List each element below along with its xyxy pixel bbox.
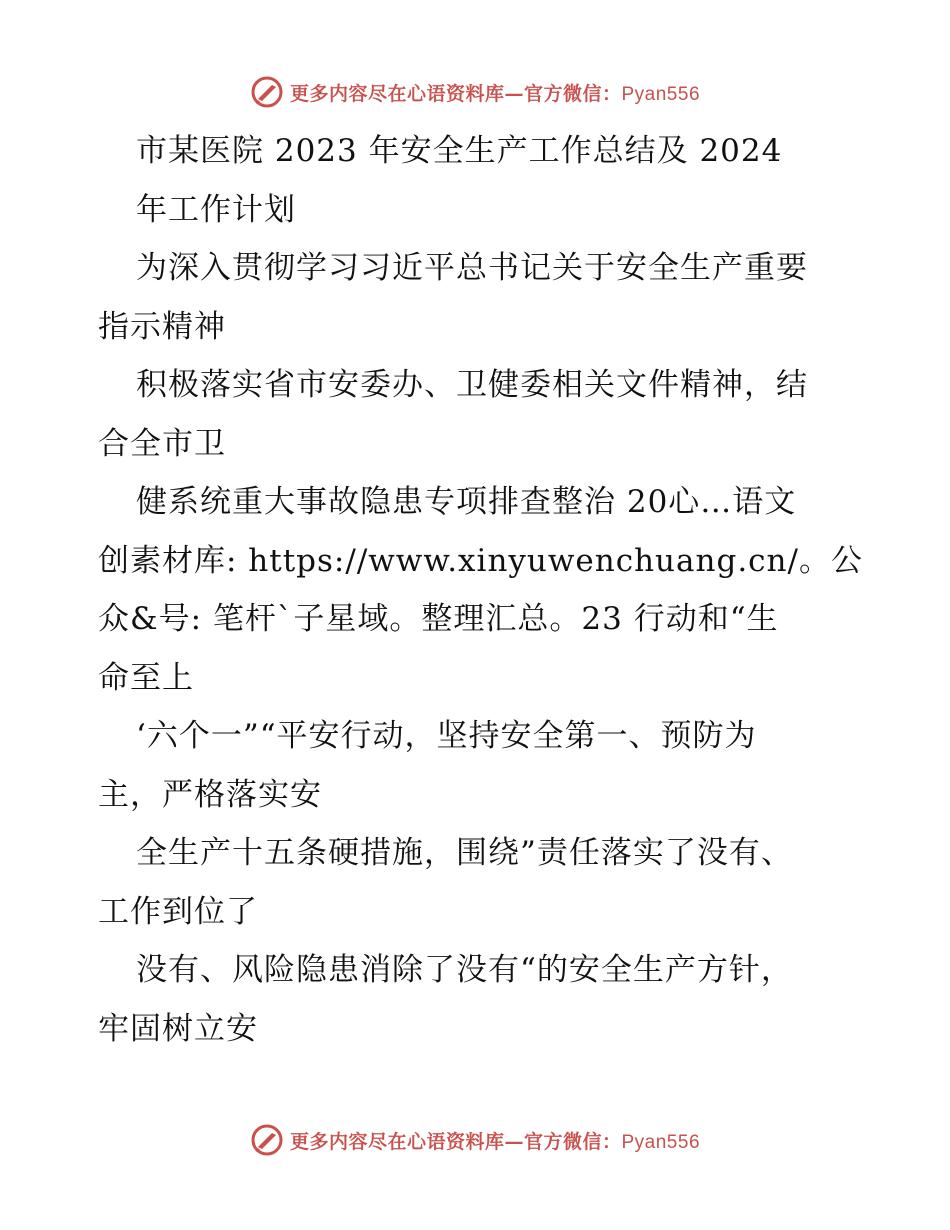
watermark-separator: — — [504, 82, 524, 105]
doc-line: 工作到位了 — [98, 893, 258, 930]
doc-line: 积极落实省市安委办、卫健委相关文件精神，结 — [136, 367, 808, 403]
document-body — [98, 122, 863, 1058]
watermark-group — [250, 1123, 700, 1157]
doc-line: 健系统重大事故隐患专项排查整治 20心…语文 — [136, 484, 797, 520]
doc-line-title-2: 年工作计划 — [136, 191, 296, 228]
watermark-brand: 更多内容尽在心语资料库 — [289, 82, 505, 105]
quill-pen-circle-icon — [250, 75, 284, 109]
watermark-text — [290, 1127, 700, 1154]
doc-line-title-1: 市某医院 2023 年安全生产工作总结及 2024 — [136, 133, 783, 169]
doc-line: 牢固树立安 — [98, 1010, 258, 1047]
doc-line: 创素材库: https://www.xinyuwenchuang.cn/。公 — [98, 542, 863, 579]
doc-line: ‘六个一”“平安行动，坚持安全第一、预防为 — [136, 718, 757, 754]
doc-line: 指示精神 — [98, 308, 226, 345]
footer-watermark — [0, 1120, 950, 1160]
watermark-separator: — — [504, 1130, 524, 1153]
doc-line: 为深入贯彻学习习近平总书记关于安全生产重要 — [136, 250, 808, 286]
doc-line: 命至上 — [98, 659, 194, 696]
doc-line: 主，严格落实安 — [98, 776, 322, 813]
doc-line: 没有、风险隐患消除了没有“的安全生产方针， — [136, 952, 793, 988]
watermark-text — [290, 79, 700, 106]
watermark-wechat-id: Pyan556 — [621, 1131, 701, 1153]
doc-line: 全生产十五条硬措施，围绕”责任落实了没有、 — [136, 835, 793, 871]
doc-line: 合全市卫 — [98, 425, 226, 462]
watermark-suffix: 官方微信： — [523, 82, 622, 105]
doc-line: 众&号: 笔杆`子星域。整理汇总。23 行动和“生 — [98, 601, 779, 637]
header-watermark — [0, 72, 950, 112]
watermark-wechat-id: Pyan556 — [621, 83, 701, 105]
watermark-brand: 更多内容尽在心语资料库 — [289, 1130, 505, 1153]
quill-pen-circle-icon — [250, 1123, 284, 1157]
watermark-suffix: 官方微信： — [523, 1130, 622, 1153]
watermark-group — [250, 75, 700, 109]
